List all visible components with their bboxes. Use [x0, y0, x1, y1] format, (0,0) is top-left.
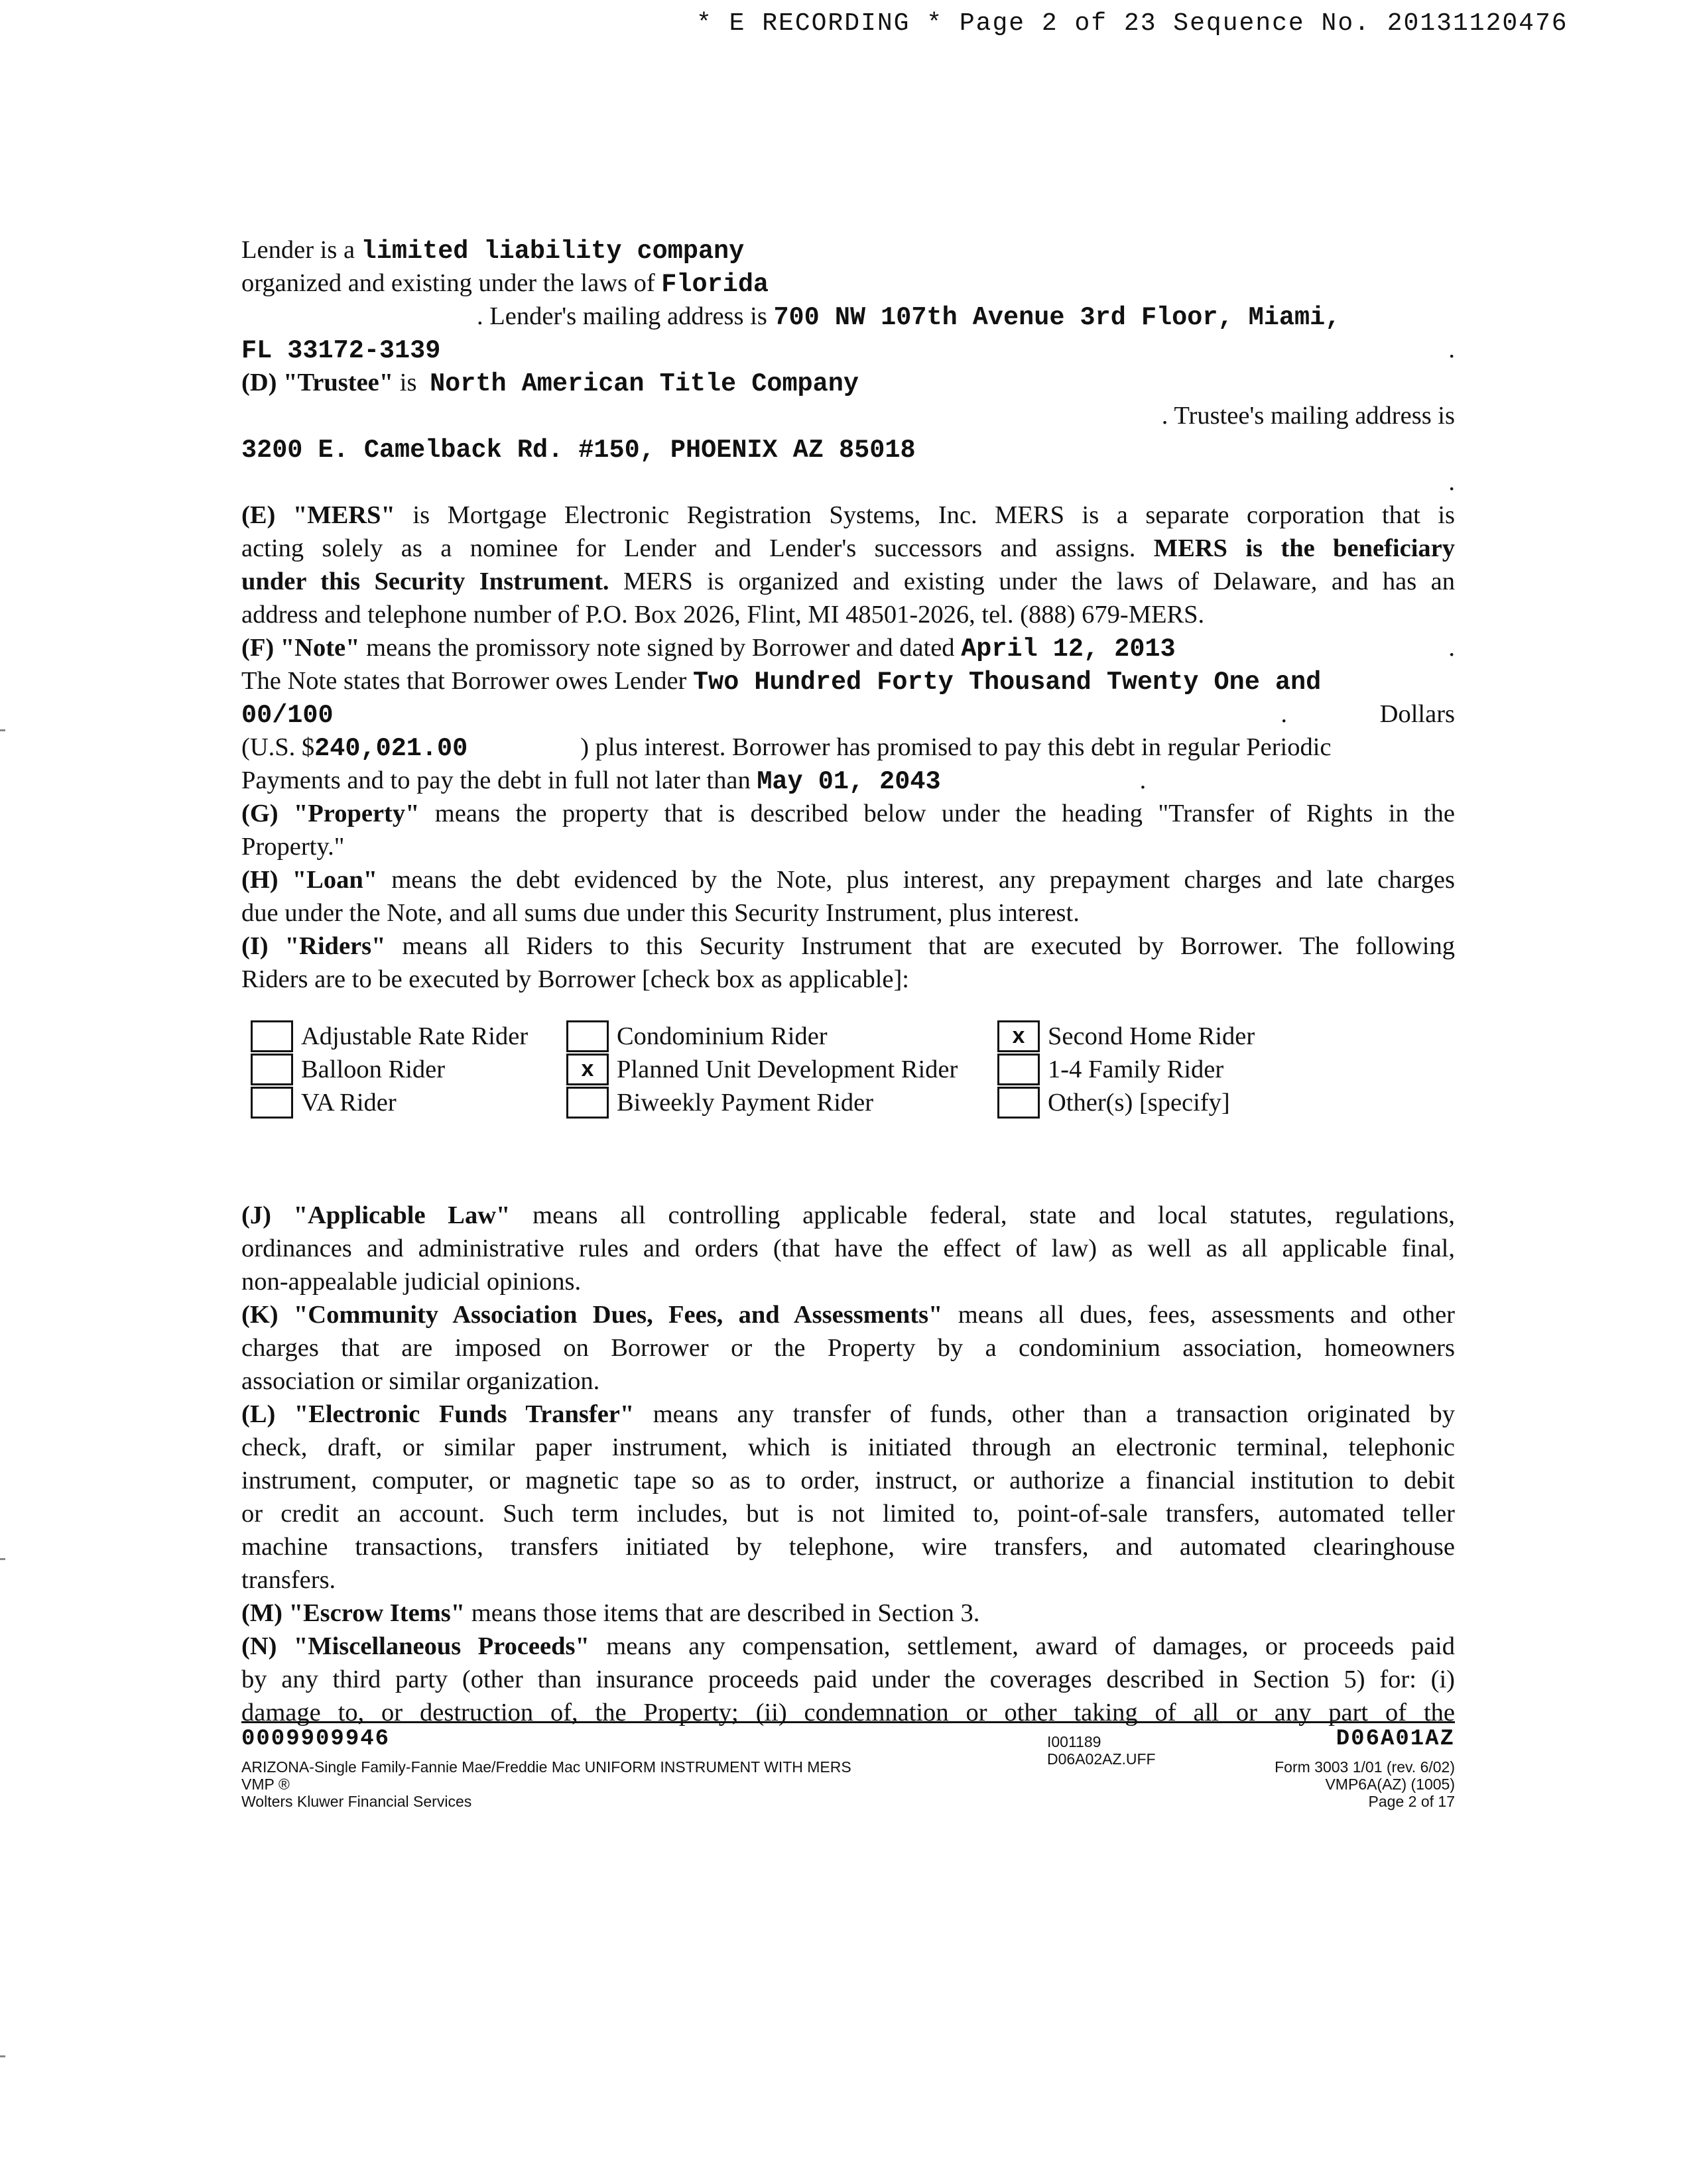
- form-number: Form 3003 1/01 (rev. 6/02): [1275, 1758, 1455, 1776]
- trustee-label: (D) "Trustee": [241, 369, 394, 396]
- note-line-4: (U.S. $240,021.00 ) plus interest. Borrower has promised to pay this debt in regular Periodic: [241, 733, 1332, 763]
- document-body: [241, 233, 1455, 1729]
- misc-line-1: (N) "Miscellaneous Proceeds" means any compensation, settlement, award of damages, or proceeds paid: [241, 1632, 1456, 1660]
- eft-line-6: transfers.: [241, 1566, 336, 1594]
- lender-address-2: FL 33172-3139: [241, 336, 441, 365]
- scan-mark: [0, 1558, 5, 1560]
- note-amount-words: Two Hundred Forty Thousand Twenty One and: [693, 668, 1322, 697]
- lender-line-1: Lender is a limited liability company: [241, 236, 745, 266]
- rider-checkbox[interactable]: [251, 1020, 293, 1052]
- note-amount: 240,021.00: [314, 734, 468, 763]
- riders-line-1: (I) "Riders" means all Riders to this Security Instrument that are executed by Borrower. The following: [241, 932, 1455, 960]
- note-date: April 12, 2013: [961, 635, 1176, 664]
- trustee-name: North American Title Company: [430, 369, 859, 398]
- rider-checkbox[interactable]: [566, 1020, 609, 1052]
- footer-rule: [241, 1721, 1455, 1723]
- form-description: ARIZONA-Single Family-Fannie Mae/Freddie Mac UNIFORM INSTRUMENT WITH MERS: [241, 1758, 851, 1776]
- law-line-3: non-appealable judicial opinions.: [241, 1268, 582, 1296]
- lender-entity-type: limited liability company: [361, 237, 745, 266]
- lender-line-4: FL 33172-3139 .: [241, 335, 1455, 365]
- loan-number: 0009909946: [241, 1727, 391, 1752]
- mers-line-3: under this Security Instrument. MERS is organized and existing under the laws of Delaware, and has an: [241, 568, 1455, 595]
- lender-address-1: 700 NW 107th Avenue 3rd Floor, Miami,: [773, 303, 1341, 332]
- lender-state: Florida: [661, 270, 769, 299]
- footer-refs: [1047, 1733, 1156, 1768]
- rider-second-home[interactable]: x Second Home Rider: [997, 1020, 1255, 1053]
- recording-header: * E RECORDING * Page 2 of 23 Sequence No. 20131120476: [696, 9, 1568, 38]
- note-maturity: May 01, 2043: [757, 767, 941, 796]
- vmp-mark: VMP ®: [241, 1776, 290, 1793]
- mers-line-1: (E) "MERS" is Mortgage Electronic Registration Systems, Inc. MERS is a separate corporation that is: [241, 501, 1456, 529]
- mers-line-4: address and telephone number of P.O. Box 2026, Flint, MI 48501-2026, tel. (888) 679-MERS.: [241, 601, 1205, 629]
- escrow-line-1: (M) "Escrow Items" means those items that are described in Section 3.: [241, 1599, 980, 1627]
- lender-line-2: organized and existing under the laws of Florida: [241, 269, 769, 299]
- rider-balloon[interactable]: Balloon Rider: [251, 1053, 445, 1086]
- riders-line-2: Riders are to be executed by Borrower [check box as applicable]:: [241, 965, 909, 993]
- scan-mark: [0, 2055, 5, 2057]
- doc-code: D06A01AZ: [1336, 1727, 1455, 1752]
- property-line-1: (G) "Property" means the property that is described below under the heading "Transfer of Rights in the: [241, 800, 1455, 827]
- rider-adjustable-rate[interactable]: Adjustable Rate Rider: [251, 1020, 528, 1053]
- note-line-3: 00/100 . Dollars: [241, 700, 1455, 730]
- trustee-line-1: (D) "Trustee" is North American Title Company: [241, 369, 859, 398]
- form-footer: [241, 1721, 1455, 1810]
- ref-file: D06A02AZ.UFF: [1047, 1750, 1156, 1768]
- misc-line-2: by any third party (other than insurance proceeds paid under the coverages described in Section 5) for: (i): [241, 1666, 1455, 1693]
- eft-line-1: (L) "Electronic Funds Transfer" means any transfer of funds, other than a transaction originated by: [241, 1400, 1456, 1428]
- rider-checkbox[interactable]: x: [997, 1020, 1040, 1052]
- rider-1-4-family[interactable]: 1-4 Family Rider: [997, 1053, 1223, 1086]
- eft-line-5: machine transactions, transfers initiated by telephone, wire transfers, and automated clearinghouse: [241, 1533, 1455, 1561]
- rider-va[interactable]: VA Rider: [251, 1086, 397, 1119]
- vmp-code: VMP6A(AZ) (1005): [1325, 1776, 1455, 1793]
- rider-checkbox[interactable]: x: [566, 1054, 609, 1085]
- page-number: Page 2 of 17: [1368, 1793, 1455, 1810]
- rider-checkbox[interactable]: [566, 1087, 609, 1119]
- rider-other[interactable]: Other(s) [specify]: [997, 1086, 1230, 1119]
- rider-pud[interactable]: x Planned Unit Development Rider: [566, 1053, 958, 1086]
- note-line-1: (F) "Note" means the promissory note signed by Borrower and dated April 12, 2013 .: [241, 634, 1455, 664]
- eft-line-3: instrument, computer, or magnetic tape so as to order, instruct, or authorize a financial institution to debit: [241, 1467, 1455, 1494]
- trustee-address: 3200 E. Camelback Rd. #150, PHOENIX AZ 85018: [241, 436, 916, 465]
- law-line-2: ordinances and administrative rules and orders (that have the effect of law) as well as all applicable final,: [241, 1235, 1455, 1262]
- scan-mark: [0, 729, 5, 731]
- eft-line-4: or credit an account. Such term includes, but is not limited to, point-of-sale transfers, automated teller: [241, 1500, 1455, 1528]
- rider-condominium[interactable]: Condominium Rider: [566, 1020, 828, 1053]
- ref-id: I001189: [1047, 1733, 1101, 1750]
- footer-right-block: [1275, 1758, 1455, 1810]
- misc-line-3: damage to, or destruction of, the Property; (ii) condemnation or other taking of all or any part of the: [241, 1699, 1455, 1727]
- lender-line-3: . Lender's mailing address is 700 NW 107th Avenue 3rd Floor, Miami,: [477, 302, 1341, 332]
- footer-left-block: [241, 1758, 971, 1810]
- mers-line-2: acting solely as a nominee for Lender and Lender's successors and assigns. MERS is the beneficiary: [241, 534, 1456, 562]
- loan-line-1: (H) "Loan" means the debt evidenced by the Note, plus interest, any prepayment charges and late charges: [241, 866, 1455, 894]
- rider-checkbox[interactable]: [251, 1054, 293, 1085]
- community-line-1: (K) "Community Association Dues, Fees, and Assessments" means all dues, fees, assessments and other: [241, 1301, 1455, 1329]
- rider-biweekly[interactable]: Biweekly Payment Rider: [566, 1086, 873, 1119]
- property-line-2: Property.": [241, 833, 345, 861]
- eft-line-2: check, draft, or similar paper instrument, which is initiated through an electronic terminal, telephonic: [241, 1433, 1455, 1461]
- publisher: Wolters Kluwer Financial Services: [241, 1793, 472, 1810]
- law-line-1: (J) "Applicable Law" means all controlling applicable federal, state and local statutes, regulations,: [241, 1201, 1455, 1229]
- loan-line-2: due under the Note, and all sums due under this Security Instrument, plus interest.: [241, 899, 1080, 927]
- community-line-2: charges that are imposed on Borrower or the Property by a condominium association, homeowners: [241, 1334, 1455, 1362]
- note-line-2: The Note states that Borrower owes Lender Two Hundred Forty Thousand Twenty One and: [241, 667, 1322, 697]
- trustee-line-2: . Trustee's mailing address is: [1161, 402, 1455, 430]
- rider-checkbox[interactable]: [997, 1087, 1040, 1119]
- note-line-5: Payments and to pay the debt in full not later than May 01, 2043 .: [241, 766, 1147, 796]
- community-line-3: association or similar organization.: [241, 1367, 600, 1395]
- rider-checkbox[interactable]: [251, 1087, 293, 1119]
- trustee-line-4: .: [1448, 468, 1455, 496]
- rider-checkbox[interactable]: [997, 1054, 1040, 1085]
- trustee-line-3: [241, 432, 1455, 465]
- riders-checkbox-grid: [241, 1020, 1455, 1119]
